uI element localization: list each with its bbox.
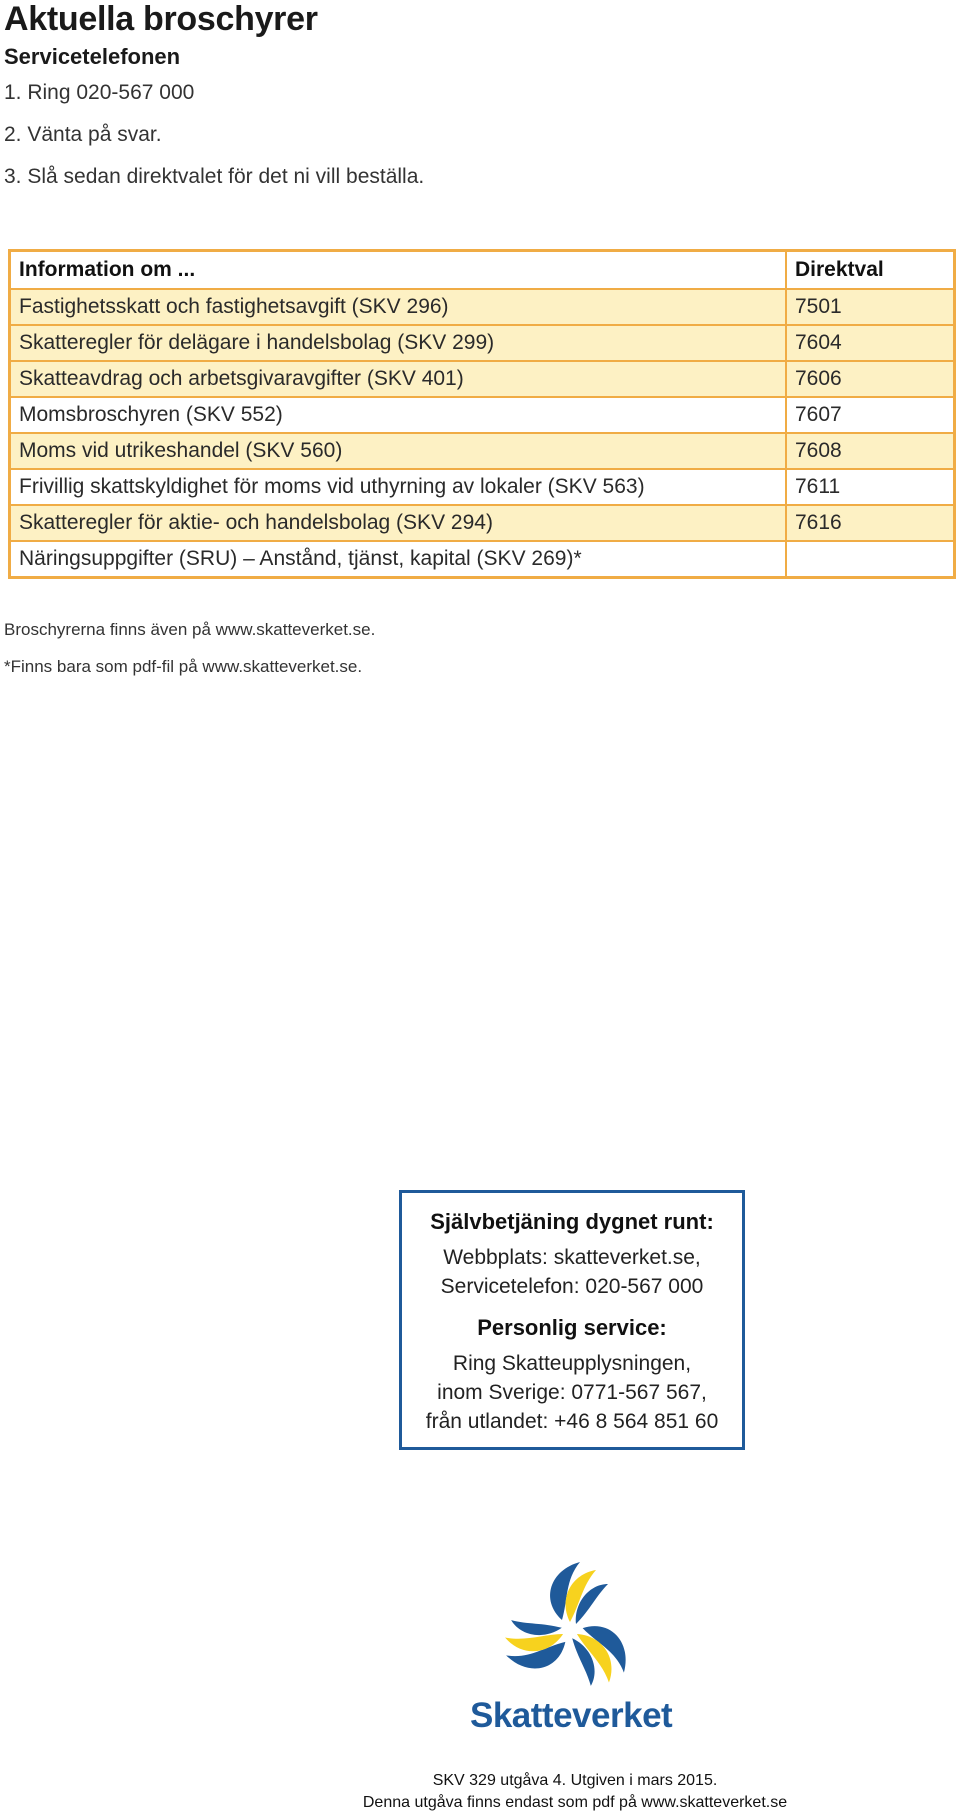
col-code-header: Direktval	[786, 251, 955, 290]
row-code: 7501	[786, 289, 955, 325]
row-code: 7607	[786, 397, 955, 433]
personal-service-line2: inom Sverige: 0771-567 567,	[437, 1381, 707, 1404]
personal-service-line3: från utlandet: +46 8 564 851 60	[425, 1410, 719, 1433]
personal-service-heading: Personlig service:	[477, 1315, 667, 1340]
self-service-web: Webbplats: skatteverket.se,	[443, 1246, 701, 1269]
service-box	[399, 1190, 745, 1450]
step-3: 3. Slå sedan direktvalet för det ni vill beställa.	[4, 165, 425, 188]
row-name: Skatteavdrag och arbetsgivaravgifter (SKV 401)	[10, 361, 787, 397]
row-name: Frivillig skattskyldighet för moms vid uthyrning av lokaler (SKV 563)	[10, 469, 787, 505]
row-code	[786, 541, 955, 578]
brochure-table	[8, 249, 956, 579]
self-service-heading: Självbetjäning dygnet runt:	[430, 1209, 714, 1234]
personal-service-line1: Ring Skatteupplysningen,	[452, 1352, 692, 1375]
row-code: 7616	[786, 505, 955, 541]
footer-line1: SKV 329 utgåva 4. Utgiven i mars 2015.	[432, 1772, 718, 1789]
row-code: 7608	[786, 433, 955, 469]
self-service-phone: Servicetelefon: 020-567 000	[440, 1275, 704, 1298]
row-code: 7606	[786, 361, 955, 397]
note-web: Broschyrerna finns även på www.skatteverket.se.	[4, 620, 376, 639]
row-name: Fastighetsskatt och fastighetsavgift (SKV 296)	[10, 289, 787, 325]
step-1: 1. Ring 020-567 000	[4, 81, 195, 104]
subtitle: Servicetelefonen	[4, 44, 181, 69]
table-row	[10, 469, 955, 505]
logo-emblem-icon	[470, 1556, 670, 1696]
footer	[300, 1770, 850, 1814]
table-row	[10, 397, 955, 433]
row-code: 7604	[786, 325, 955, 361]
table-header-row	[10, 251, 955, 290]
table-row	[10, 325, 955, 361]
steps-list	[4, 80, 424, 206]
row-name: Skatteregler för delägare i handelsbolag (SKV 299)	[10, 325, 787, 361]
table-row	[10, 433, 955, 469]
row-name: Skatteregler för aktie- och handelsbolag (SKV 294)	[10, 505, 787, 541]
row-code: 7611	[786, 469, 955, 505]
row-name: Moms vid utrikeshandel (SKV 560)	[10, 433, 787, 469]
table-row	[10, 505, 955, 541]
row-name: Näringsuppgifter (SRU) – Anstånd, tjänst, kapital (SKV 269)*	[10, 541, 787, 578]
col-info-header: Information om ...	[10, 251, 787, 290]
note-pdf: *Finns bara som pdf-fil på www.skatteverket.se.	[4, 657, 363, 676]
row-name: Momsbroschyren (SKV 552)	[10, 397, 787, 433]
table-row	[10, 289, 955, 325]
step-2: 2. Vänta på svar.	[4, 123, 162, 146]
logo-text: Skatteverket	[470, 1696, 673, 1735]
table-row	[10, 361, 955, 397]
footer-line2: Denna utgåva finns endast som pdf på www.skatteverket.se	[362, 1794, 788, 1811]
skatteverket-logo	[470, 1556, 673, 1736]
table-row	[10, 541, 955, 578]
page-title: Aktuella broschyrer	[4, 0, 318, 38]
